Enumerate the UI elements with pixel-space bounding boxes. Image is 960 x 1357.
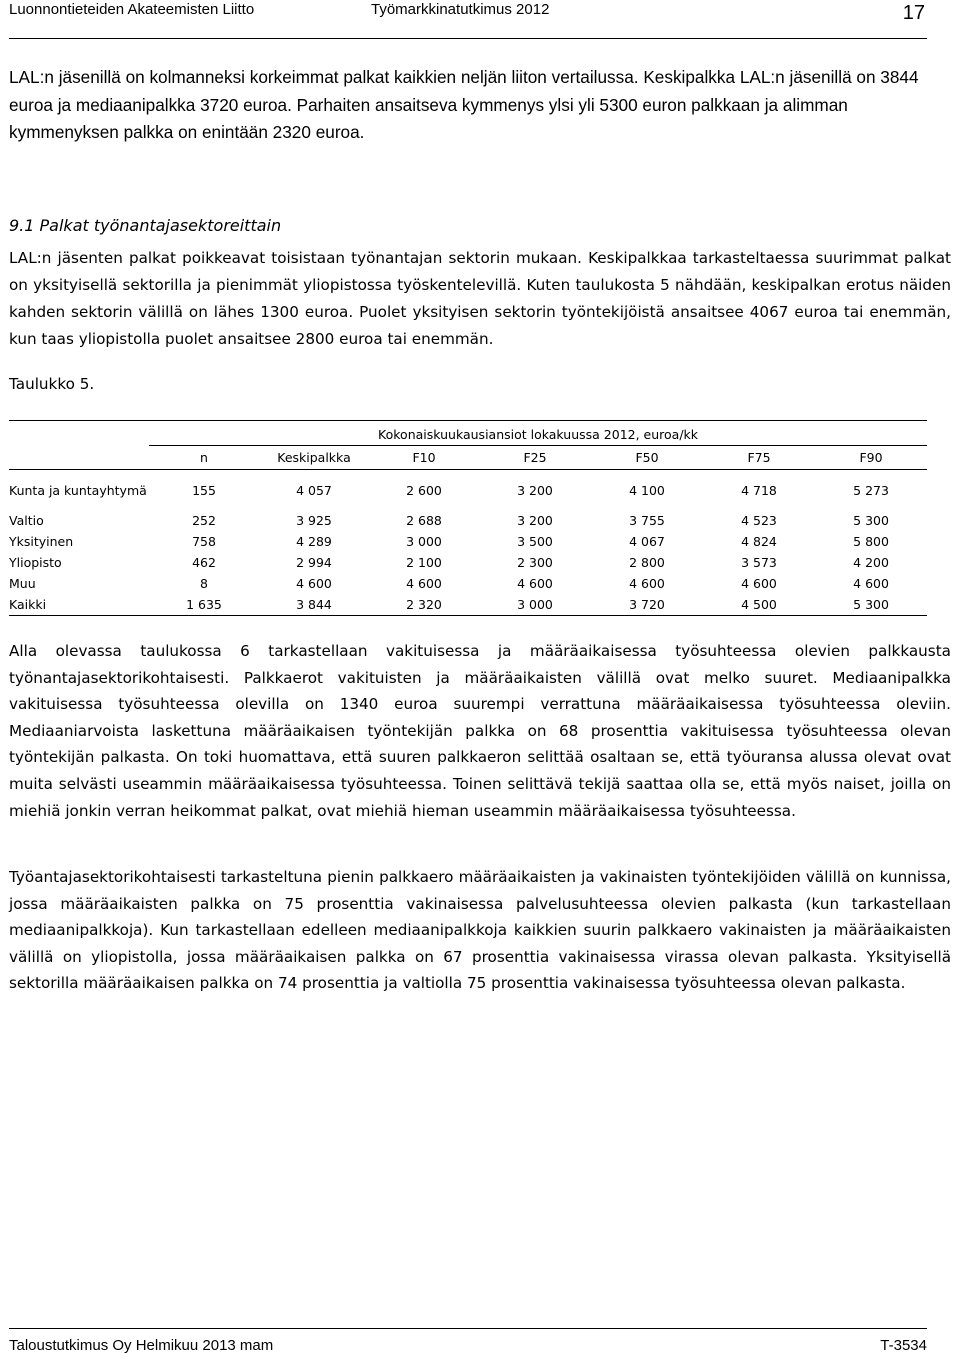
page-header	[9, 0, 927, 39]
column-header-blank	[9, 446, 149, 470]
table-cell: 1 635	[149, 594, 259, 616]
table-cell: 4 523	[741, 513, 777, 528]
table-row	[9, 470, 927, 511]
table-cell: 8	[200, 576, 208, 591]
table-cell: 3 720	[591, 594, 703, 616]
table-cell: 4 200	[853, 555, 889, 570]
column-header: F25	[479, 446, 591, 470]
header-document-title: Työmarkkinatutkimus 2012	[371, 1, 550, 18]
row-label: Yksityinen	[9, 534, 74, 549]
table-cell: 5 273	[853, 482, 889, 498]
table-cell: 4 600	[741, 576, 777, 591]
table-cell: 5 300	[853, 513, 889, 528]
table-cell: 4 600	[296, 576, 332, 591]
table-cell: 462	[192, 555, 216, 570]
table-cell: 2 800	[629, 555, 665, 570]
table-cell: 4 057	[296, 482, 332, 498]
table-row	[9, 552, 927, 573]
table-cell: 4 600	[629, 576, 665, 591]
column-header: F10	[369, 446, 479, 470]
table-cell: 4 600	[517, 576, 553, 591]
table-cell: 155	[192, 482, 216, 498]
paragraph-sector-salaries: LAL:n jäsenten palkat poikkeavat toisistaan työnantajan sektorin mukaan. Keskipalkkaa tarkasteltaessa suurimmat palkat on yksityisellä sektorilla ja pienimmät yliopistossa työskentelevillä. Kuten taulukosta 5 nähdään, keskipalkan erotus näiden kahden sektorin välillä on lähes 1300 euroa. Puolet yksityisen sektorin työntekijöistä ansaitsee 4067 euroa tai enemmän, kun taas yliopistolla puolet ansaitsee 2800 euroa tai enemmän.	[9, 249, 951, 348]
intro-paragraph: LAL:n jäsenillä on kolmanneksi korkeimmat palkat kaikkien neljän liiton vertailussa. Keskipalkka LAL:n jäsenillä on 3844 euroa ja mediaanipalkka 3720 euroa. Parhaiten ansaitseva kymmenys ylsi yli 5300 euron palkkaan ja alimman kymmenyksen palkka on enintään 2320 euroa.	[9, 67, 919, 143]
column-header: F50	[591, 446, 703, 470]
paragraph-sector-comparison: Työantajasektorikohtaisesti tarkasteltuna pienin palkkaero määräaikaisten ja vakinaisten työntekijöiden välillä on kunnissa, jossa määräaikaisten palkka on 75 prosenttia vakinaisessa palvelusuhteessa olevien palkasta (kun tarkastellaan mediaanipalkkoja). Kun tarkastellaan edelleen mediaanipalkkoja kaikkien suurin palkkaero vakinaisten ja määräaikaisten välillä on yliopistolla, jossa määräaikaisen palkka on 67 prosenttia vakinaisessa virassa olevan palkasta. Yksityisellä sektorilla määräaikaisen palkka on 74 prosenttia ja valtiolla 75 prosenttia vakinaisessa työsuhteessa olevan palkasta.	[9, 868, 951, 993]
paragraph-permanent-vs-fixed-term: Alla olevassa taulukossa 6 tarkastellaan vakituisessa ja määräaikaisessa työsuhteessa olevien palkkausta työnantajasektorikohtaisesti. Palkkaerot vakituisten ja määräaikaisten välillä ovat melko suuret. Mediaanipalkka vakituisessa työsuhteessa olevilla on 1340 euroa suurempi verrattuna määräaikaisessa työsuhteessa oleviin. Mediaaniarvoista laskettuna määräaikaisen työntekijän palkka on 68 prosenttia vakituisessa työsuhteessa olevan työntekijän palkasta. On toki huomattava, että suuren palkkaeron selittää osaltaan se, että työuransa alussa olevat ovat muita selvästi useammin määräaikaisessa työsuhteessa. Toinen selittävä tekijä saattaa olla se, että myös naiset, joilla on miehiä jonkin verran heikommat palkat, ovat miehiä hieman useammin määräaikaisessa työsuhteessa.	[9, 642, 951, 820]
page-footer	[9, 1328, 927, 1357]
table-cell: 252	[192, 513, 216, 528]
table-group-header: Kokonaiskuukausiansiot lokakuussa 2012, euroa/kk	[149, 424, 927, 446]
header-organization: Luonnontieteiden Akateemisten Liitto	[9, 1, 255, 18]
table-cell: 4 600	[853, 576, 889, 591]
row-label: Yliopisto	[9, 555, 62, 570]
table-corner-blank	[9, 424, 149, 446]
column-header: F90	[815, 446, 927, 470]
table-cell: 4 824	[741, 534, 777, 549]
table-cell: 4 067	[629, 534, 665, 549]
table-caption: Taulukko 5.	[9, 375, 95, 393]
salary-data-table	[9, 424, 927, 616]
row-label: Valtio	[9, 513, 44, 528]
table-cell: 2 600	[406, 482, 442, 498]
row-label: Kunta ja kuntayhtymä	[9, 482, 147, 498]
table-cell: 5 300	[815, 594, 927, 616]
page-number: 17	[902, 2, 925, 24]
table-row	[9, 594, 927, 616]
table-top-rule	[9, 420, 927, 421]
row-label: Kaikki	[9, 594, 149, 616]
table-cell: 3 000	[406, 534, 442, 549]
table-cell: 4 600	[406, 576, 442, 591]
table-cell: 5 800	[853, 534, 889, 549]
table-cell: 4 289	[296, 534, 332, 549]
table-cell: 2 100	[406, 555, 442, 570]
salary-table	[9, 420, 927, 616]
table-cell: 3 500	[517, 534, 553, 549]
table-cell: 2 688	[406, 513, 442, 528]
table-cell: 2 320	[369, 594, 479, 616]
table-cell: 4 100	[629, 482, 665, 498]
table-cell: 758	[192, 534, 216, 549]
table-cell: 4 500	[703, 594, 815, 616]
footer-code: T-3534	[880, 1337, 927, 1354]
table-cell: 3 000	[479, 594, 591, 616]
table-column-header-row	[9, 446, 927, 470]
column-header: Keskipalkka	[259, 446, 369, 470]
footer-publisher: Taloustutkimus Oy Helmikuu 2013 mam	[9, 1337, 274, 1354]
table-cell: 3 925	[296, 513, 332, 528]
table-cell: 2 994	[296, 555, 332, 570]
column-header: F75	[703, 446, 815, 470]
table-row	[9, 573, 927, 594]
table-cell: 3 844	[259, 594, 369, 616]
table-cell: 4 718	[741, 482, 777, 498]
section-heading: 9.1 Palkat työnantajasektoreittain	[9, 216, 282, 235]
table-cell: 3 755	[629, 513, 665, 528]
table-cell: 3 200	[517, 482, 553, 498]
table-cell: 3 573	[741, 555, 777, 570]
table-cell: 2 300	[517, 555, 553, 570]
row-label: Muu	[9, 576, 36, 591]
table-row	[9, 510, 927, 531]
table-cell: 3 200	[517, 513, 553, 528]
table-row	[9, 531, 927, 552]
column-header: n	[149, 446, 259, 470]
